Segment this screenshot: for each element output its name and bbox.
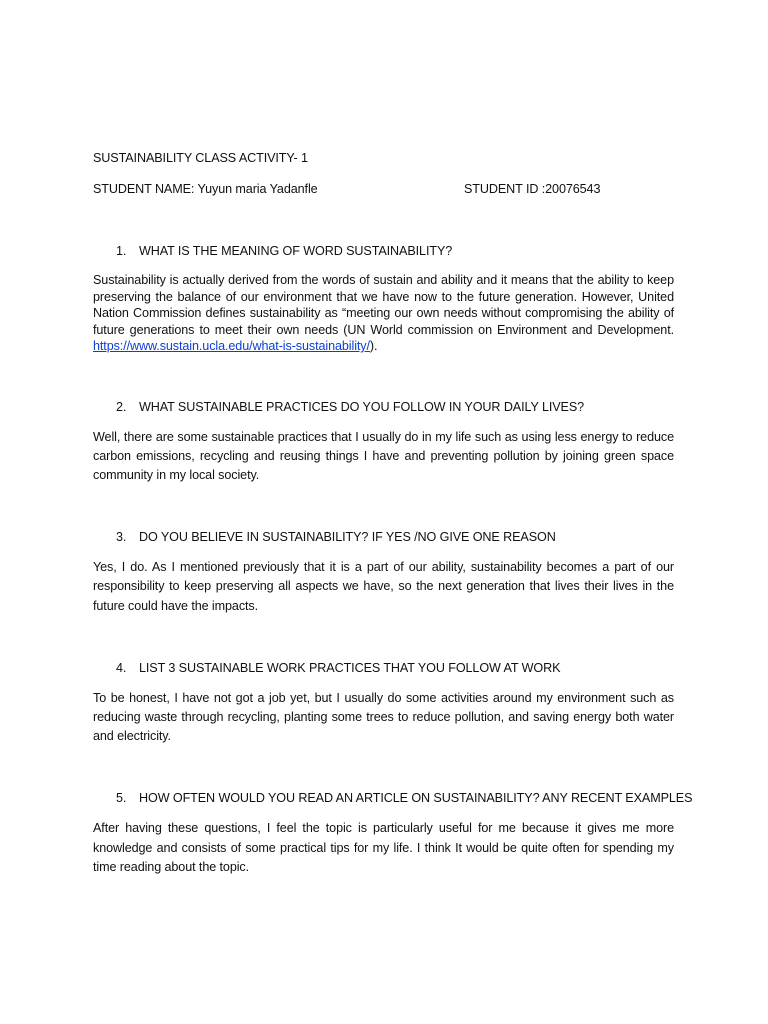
document-title: SUSTAINABILITY CLASS ACTIVITY- 1 xyxy=(93,151,308,165)
question-number: 5. xyxy=(116,791,127,806)
question-text: LIST 3 SUSTAINABLE WORK PRACTICES THAT YOU FOLLOW AT WORK xyxy=(139,660,561,675)
question-5 xyxy=(93,788,693,808)
answer-5: After having these questions, I feel the topic is particularly useful for me because it gives me more knowledge and consists of some practical tips for my life. I think It would be quite often for spending my time reading about the topic. xyxy=(93,821,674,874)
question-4 xyxy=(93,658,674,678)
question-1 xyxy=(93,241,674,261)
question-number: 3. xyxy=(116,530,127,545)
answer-1 xyxy=(93,272,674,355)
question-text: WHAT IS THE MEANING OF WORD SUSTAINABILITY? xyxy=(139,244,453,258)
question-3 xyxy=(93,527,674,547)
answer-4: To be honest, I have not got a job yet, but I usually do some activities around my environment such as reducing waste through recycling, planting some trees to reduce pollution, and saving energy both water and electricity. xyxy=(93,690,674,744)
question-text: HOW OFTEN WOULD YOU READ AN ARTICLE ON SUSTAINABILITY? ANY RECENT EXAMPLES xyxy=(139,791,693,806)
question-text: DO YOU BELIEVE IN SUSTAINABILITY? IF YES /NO GIVE ONE REASON xyxy=(139,530,556,545)
answer-suffix: ). xyxy=(369,339,378,353)
answer-2: Well, there are some sustainable practices that I usually do in my life such as using less energy to reduce carbon emissions, recycling and reusing things I have and preventing pollution by joining green space community in my local society. xyxy=(93,429,674,482)
question-number: 4. xyxy=(116,660,127,675)
question-2 xyxy=(93,397,674,417)
document-body xyxy=(93,148,693,877)
reference-link[interactable]: https://www.sustain.ucla.edu/what-is-sustainability/ xyxy=(93,339,370,353)
question-text: WHAT SUSTAINABLE PRACTICES DO YOU FOLLOW IN YOUR DAILY LIVES? xyxy=(139,399,585,414)
student-info-row xyxy=(93,179,674,199)
student-name: STUDENT NAME: Yuyun maria Yadanfle xyxy=(93,182,318,196)
question-number: 1. xyxy=(116,244,127,258)
answer-text: Sustainability is actually derived from the words of sustain and ability and it means that the ability to keep preserving the balance of our environment that we have now to the future generation. However, United Nation Commission defines sustainability as “meeting our own needs without compromising the ability of future generations to meet their own needs (UN World commission on Environment and Development. xyxy=(93,273,674,337)
student-id: STUDENT ID :20076543 xyxy=(464,182,601,196)
answer-3: Yes, I do. As I mentioned previously that it is a part of our ability, sustainability becomes a part of our responsibility to keep preserving all aspects we have, so the next generation that lives their lives in the future could have the impacts. xyxy=(93,560,674,613)
question-number: 2. xyxy=(116,399,127,414)
